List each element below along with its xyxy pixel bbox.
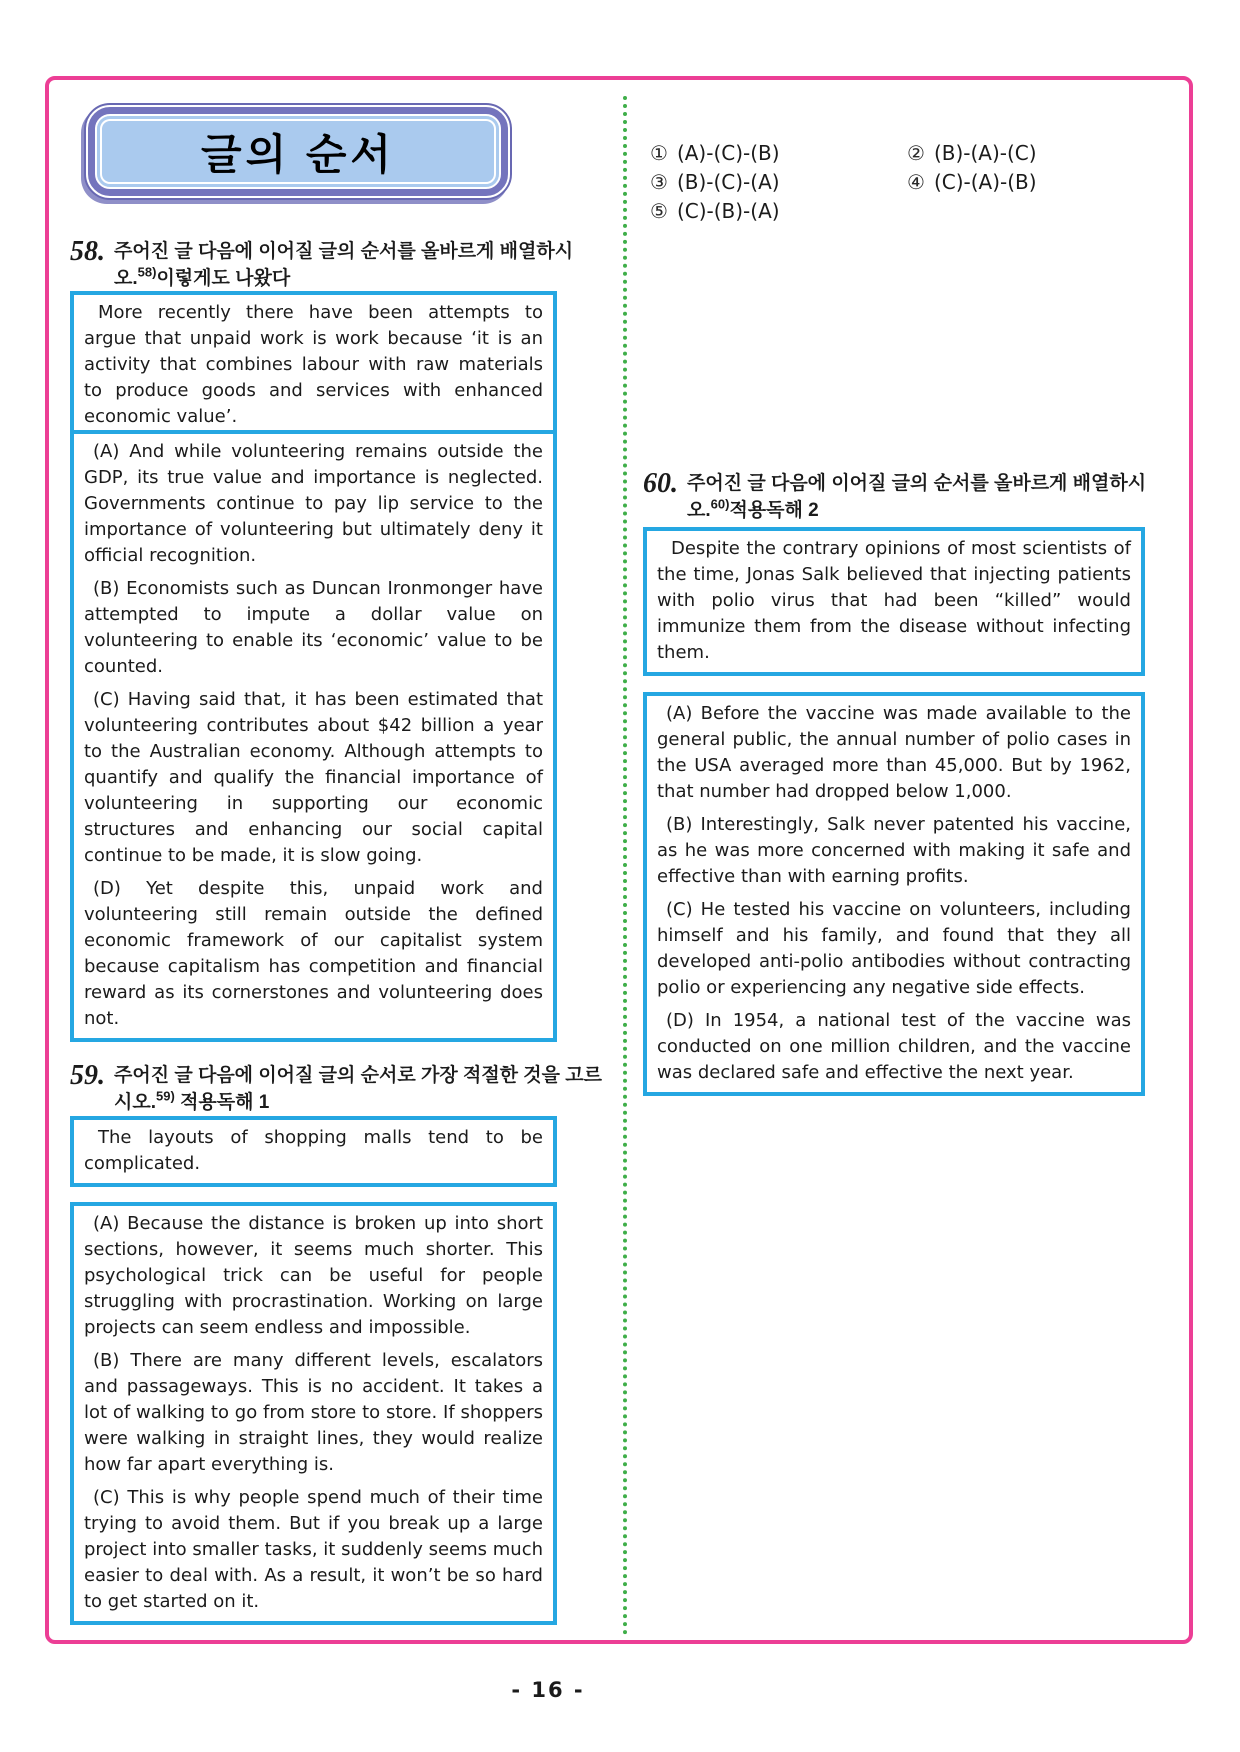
q59-prompt-text: 주어진 글 다음에 이어질 글의 순서로 가장 적절한 것을 고르시오. [114, 1065, 603, 1113]
q58-answer-choices [650, 139, 1130, 225]
banner-fill [97, 116, 499, 187]
q58-paragraph-d: (D) Yet despite this, unpaid work and volunteering still remain outside the defined economic framework of our capitalist system because capitalism has competition and financial reward as its cornerstones and volunteering does not. [84, 878, 543, 1029]
q60-number: 60. [643, 468, 678, 499]
answer-choice-1 [650, 139, 907, 167]
q59-given-box [70, 1116, 557, 1187]
q58-options-box [70, 430, 557, 1042]
choice-1-order: (A)-(C)-(B) [676, 141, 780, 165]
choice-4-order: (C)-(A)-(B) [933, 170, 1037, 194]
q60-header [643, 470, 1153, 524]
q59-paragraph-a: (A) Because the distance is broken up into short sections, however, it seems much shorter. This psychological trick can be useful for people struggling with procrastination. Working on large projects can seem endless and impossible. [84, 1213, 543, 1338]
q60-prompt-text: 주어진 글 다음에 이어질 글의 순서를 올바르게 배열하시오. [687, 473, 1147, 521]
banner-mid-ring [88, 107, 508, 196]
q58-prompt-text: 주어진 글 다음에 이어질 글의 순서를 올바르게 배열하시오. [114, 241, 574, 289]
q58-given-text: More recently there have been attempts to argue that unpaid work is work because ‘it is an activity that combines labour with raw materials to produce goods and services with enhanced economic value’. [84, 302, 543, 427]
q60-given-box [643, 527, 1145, 676]
q59-number: 59. [70, 1060, 105, 1091]
choice-5-marker: ⑤ [650, 199, 668, 223]
choice-3-order: (B)-(C)-(A) [676, 170, 780, 194]
q59-header [70, 1062, 615, 1116]
q59-paragraph-b: (B) There are many different levels, escalators and passageways. This is no accident. It takes a lot of walking to go from store to store. If shoppers were walking in straight lines, they would realize how far apart everything is. [84, 1350, 543, 1475]
q58-paragraph-a: (A) And while volunteering remains outside the GDP, its true value and importance is neglected. Governments continue to pay lip service to the importance of volunteering but ultimately deny it official recognition. [84, 441, 543, 566]
answer-choice-5 [650, 197, 907, 225]
banner-outer-ring [84, 103, 512, 200]
choice-3-marker: ③ [650, 170, 668, 194]
q60-footnote: 60) [710, 496, 730, 512]
page-number: - 16 - [511, 1678, 585, 1702]
q58-prompt [114, 238, 590, 292]
q60-prompt [687, 470, 1153, 524]
q58-header [70, 238, 590, 292]
q60-options-box [643, 692, 1145, 1096]
answer-choice-3 [650, 168, 907, 196]
q60-paragraph-c: (C) He tested his vaccine on volunteers, including himself and his family, and found that they all developed anti-polio antibodies without contracting polio or experiencing any negative side effects. [657, 899, 1131, 998]
q58-paragraph-c: (C) Having said that, it has been estimated that volunteering contributes about $42 billion a year to the Australian economy. Although attempts to quantify and qualify the financial importance of volunteering in supporting our economic structures and enhancing our social capital continue to be made, it is slow going. [84, 689, 543, 866]
answer-choice-4 [907, 168, 1130, 196]
choice-5-order: (C)-(B)-(A) [676, 199, 780, 223]
q59-footnote: 59) [156, 1088, 175, 1104]
choice-2-marker: ② [907, 141, 925, 165]
q59-prompt [114, 1062, 615, 1116]
q59-given-text: The layouts of shopping malls tend to be complicated. [84, 1127, 543, 1174]
column-divider [623, 96, 627, 1636]
q60-given-text: Despite the contrary opinions of most scientists of the time, Jonas Salk believed that injecting patients with polio virus that had been “killed” would immunize them from the disease without infecting them. [657, 538, 1131, 663]
q60-paragraph-d: (D) In 1954, a national test of the vaccine was conducted on one million children, and the vaccine was declared safe and effective the next year. [657, 1010, 1131, 1083]
choice-1-marker: ① [650, 141, 668, 165]
q59-paragraph-c: (C) This is why people spend much of their time trying to avoid them. But if you break up a large project into smaller tasks, it suddenly seems much easier to deal with. As a result, it won’t be so hard to get started on it. [84, 1487, 543, 1612]
q60-paragraph-b: (B) Interestingly, Salk never patented his vaccine, as he was more concerned with making it safe and effective than with earning profits. [657, 814, 1131, 887]
q58-footnote: 58) [137, 264, 157, 280]
q58-number: 58. [70, 236, 105, 267]
q58-annotation: 이렇게도 나왔다 [156, 268, 291, 289]
q58-given-box [70, 291, 557, 440]
answer-choice-2 [907, 139, 1130, 167]
q59-options-box [70, 1202, 557, 1625]
q60-paragraph-a: (A) Before the vaccine was made available to the general public, the annual number of polio cases in the USA averaged more than 45,000. But by 1962, that number had dropped below 1,000. [657, 703, 1131, 802]
q58-paragraph-b: (B) Economists such as Duncan Ironmonger have attempted to impute a dollar value on volunteering to enable its ‘economic’ value to be counted. [84, 578, 543, 677]
choice-2-order: (B)-(A)-(C) [933, 141, 1037, 165]
choice-4-marker: ④ [907, 170, 925, 194]
banner-title: 글의 순서 [201, 130, 395, 178]
q59-annotation: 적용독해 1 [180, 1092, 270, 1113]
q60-annotation: 적용독해 2 [729, 500, 819, 521]
title-banner [84, 103, 512, 200]
